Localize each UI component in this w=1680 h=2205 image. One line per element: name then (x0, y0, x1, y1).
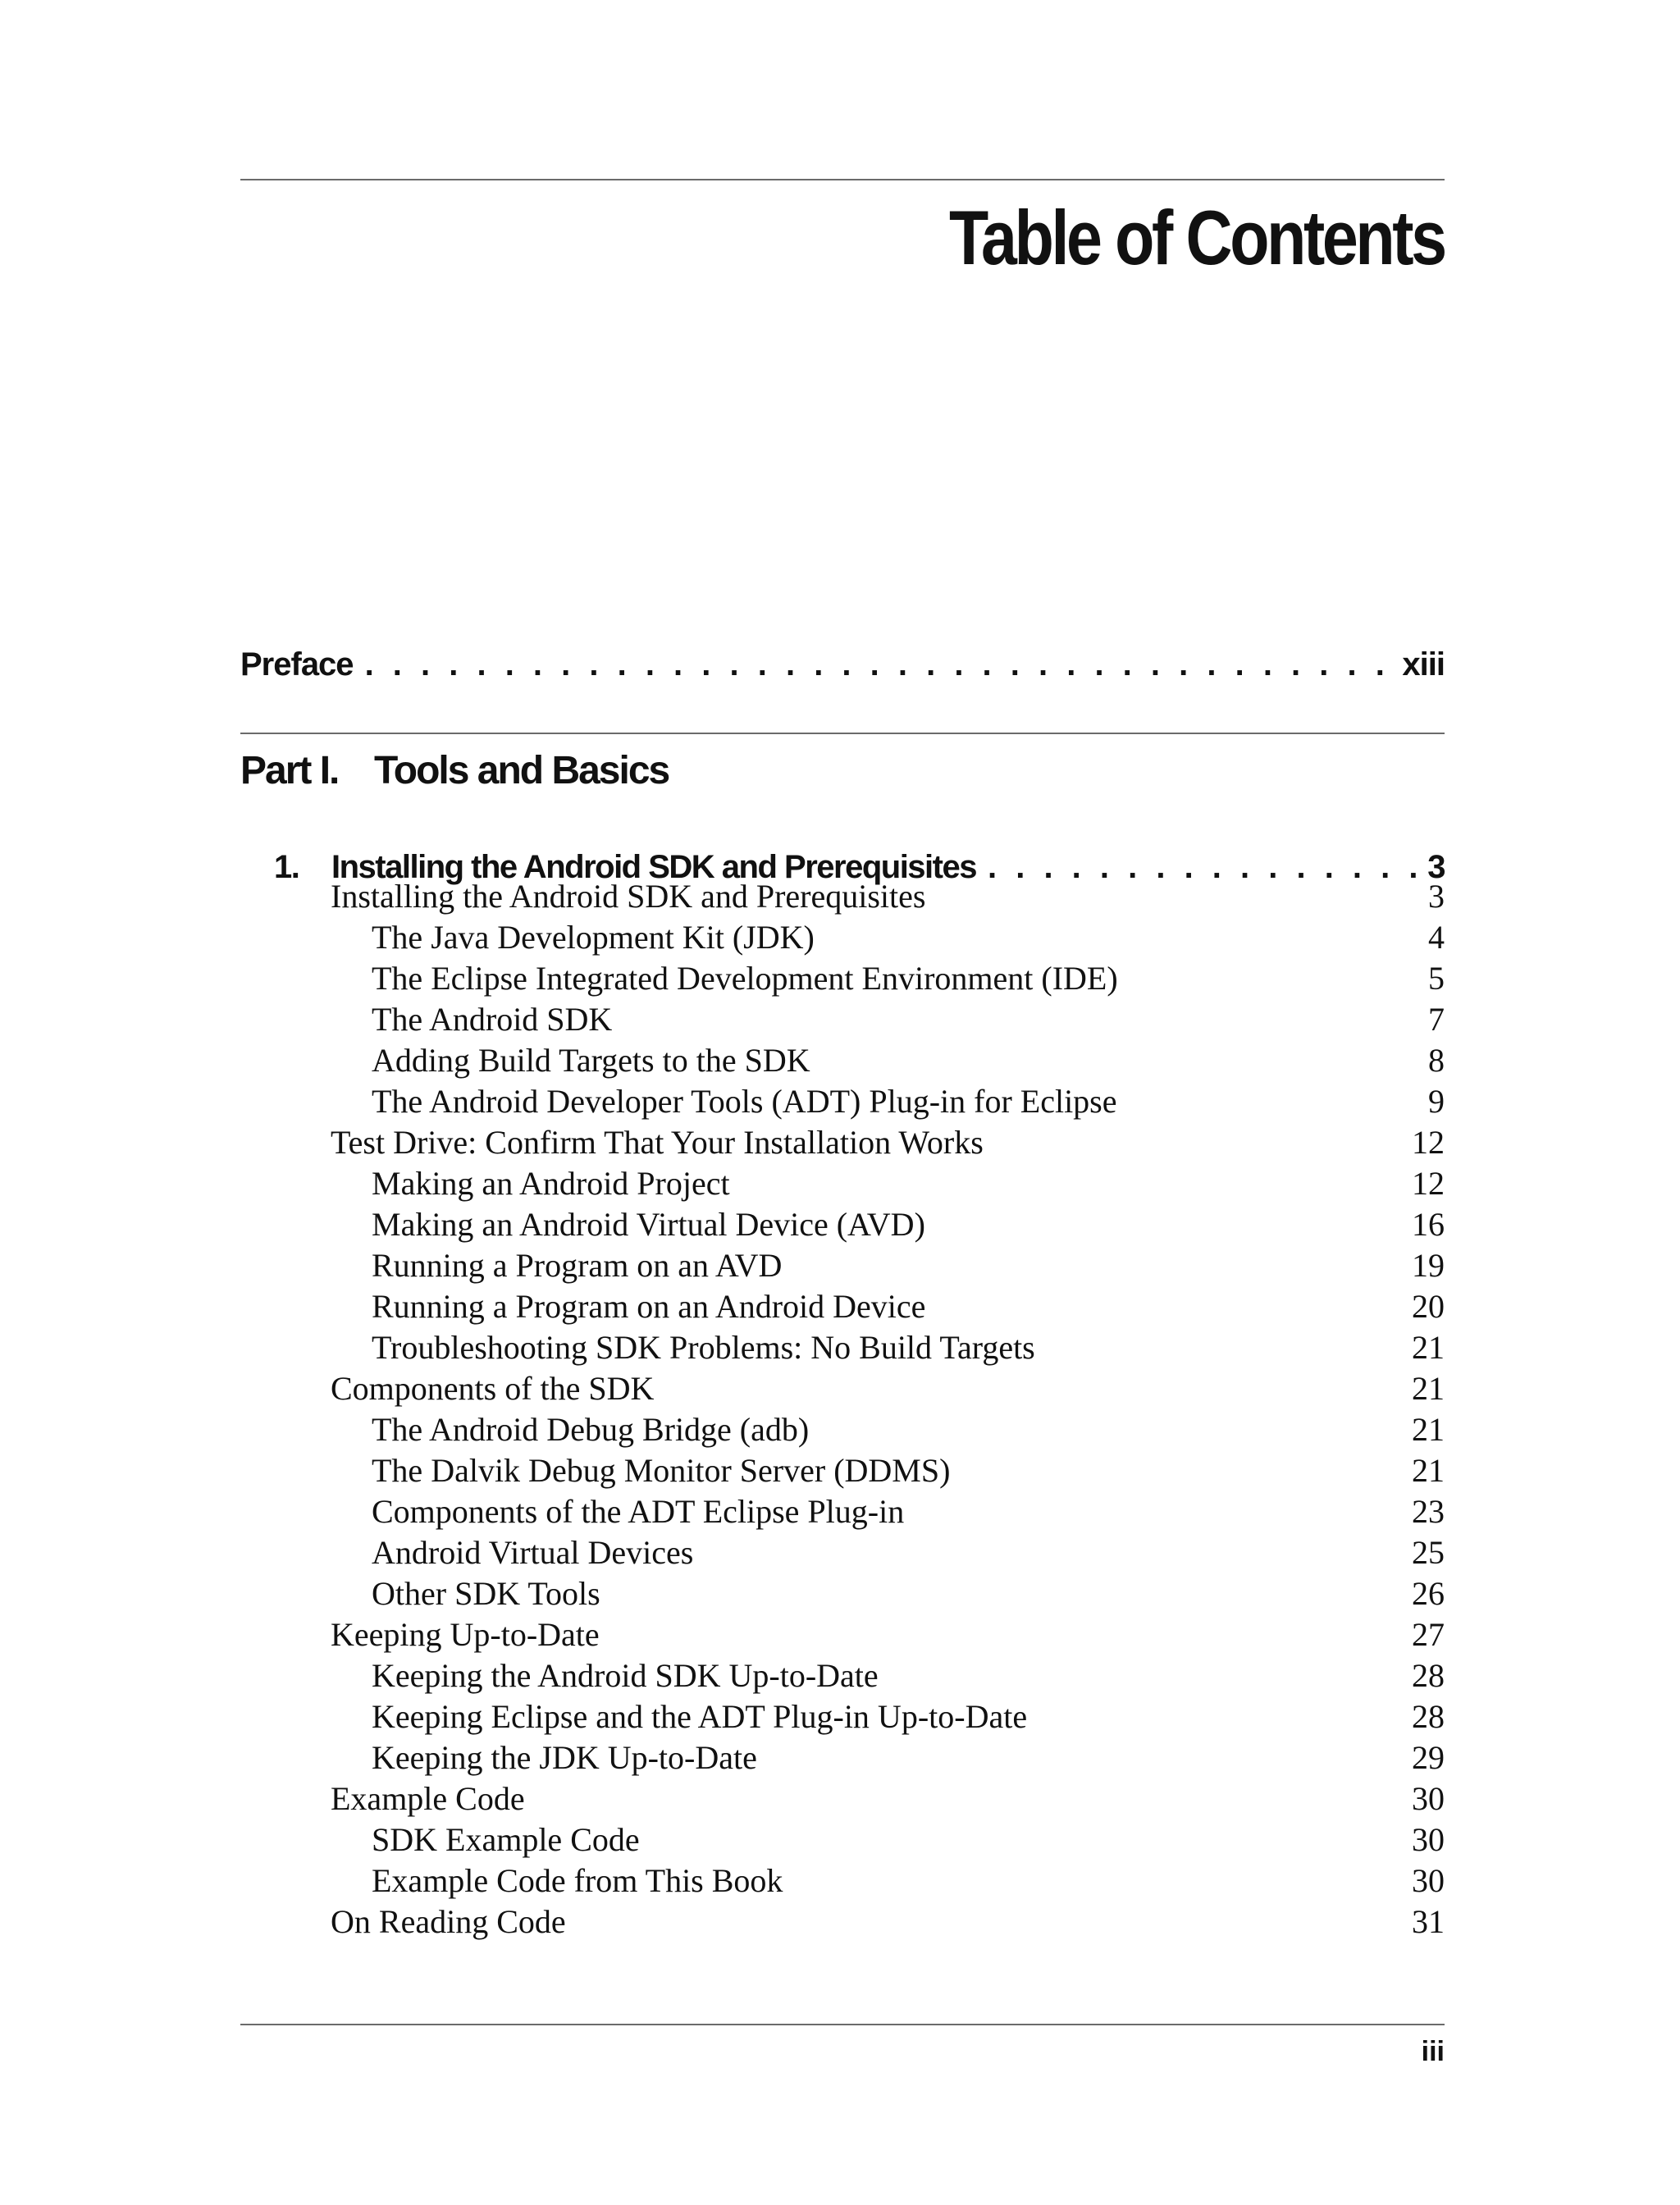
toc-entry[interactable] (331, 1532, 1445, 1573)
toc-entry-title: Running a Program on an Android Device (372, 1288, 926, 1325)
toc-entry-title: Components of the ADT Eclipse Plug-in (372, 1493, 905, 1530)
chapter-title: Installing the Android SDK and Prerequisites (331, 849, 976, 885)
toc-entry-page: 20 (1412, 1288, 1445, 1325)
toc-entry-page: 16 (1412, 1206, 1445, 1243)
toc-entry[interactable] (331, 876, 1445, 917)
toc-entry-title: Android Virtual Devices (372, 1534, 694, 1571)
toc-entry-title: Keeping Eclipse and the ADT Plug-in Up-to-Date (372, 1698, 1028, 1735)
toc-entry[interactable] (331, 1819, 1445, 1860)
toc-entry[interactable] (331, 917, 1445, 958)
toc-entry[interactable] (331, 1491, 1445, 1532)
top-rule (240, 179, 1445, 180)
toc-entry-title: Components of the SDK (331, 1370, 655, 1407)
page-folio: iii (1421, 2036, 1445, 2067)
toc-entry-page: 8 (1428, 1042, 1445, 1079)
toc-entry-page: 21 (1412, 1329, 1445, 1366)
toc-entry-title: Troubleshooting SDK Problems: No Build Targets (372, 1329, 1035, 1366)
toc-entry[interactable] (331, 1860, 1445, 1901)
toc-entry[interactable] (331, 1368, 1445, 1409)
part-heading (240, 748, 669, 793)
toc-entry-title: Making an Android Virtual Device (AVD) (372, 1206, 925, 1243)
toc-entry-title: Keeping the JDK Up-to-Date (372, 1739, 757, 1776)
toc-entry-title: SDK Example Code (372, 1821, 640, 1858)
toc-entry[interactable] (331, 1081, 1445, 1122)
toc-entry[interactable] (331, 1122, 1445, 1163)
toc-entry-page: 29 (1412, 1739, 1445, 1776)
toc-entry[interactable] (331, 1163, 1445, 1204)
preface-label: Preface (240, 646, 354, 682)
toc-entry[interactable] (331, 1204, 1445, 1245)
toc-entry-page: 4 (1428, 919, 1445, 956)
toc-entry-page: 9 (1428, 1083, 1445, 1120)
toc-entry-page: 26 (1412, 1575, 1445, 1612)
toc-entry-title: Example Code from This Book (372, 1862, 783, 1899)
part-rule (240, 733, 1445, 734)
toc-entry-title: Installing the Android SDK and Prerequisites (331, 878, 926, 915)
toc-entry-title: Adding Build Targets to the SDK (372, 1042, 810, 1079)
toc-entry-page: 30 (1412, 1821, 1445, 1858)
toc-entry-list (331, 876, 1445, 1942)
toc-entry-page: 12 (1412, 1165, 1445, 1202)
chapter-page: 3 (1427, 849, 1445, 885)
toc-entry[interactable] (331, 1040, 1445, 1081)
toc-entry-title: Other SDK Tools (372, 1575, 600, 1612)
toc-entry[interactable] (331, 999, 1445, 1040)
toc-entry-page: 21 (1412, 1411, 1445, 1448)
toc-entry-title: Keeping the Android SDK Up-to-Date (372, 1657, 879, 1694)
toc-entry[interactable] (331, 1778, 1445, 1819)
toc-entry-page: 21 (1412, 1370, 1445, 1407)
page-title: Table of Contents (949, 194, 1445, 281)
toc-entry-title: Test Drive: Confirm That Your Installation Works (331, 1124, 984, 1161)
toc-entry-title: On Reading Code (331, 1903, 566, 1940)
bottom-rule (240, 2024, 1445, 2025)
toc-entry[interactable] (331, 1901, 1445, 1942)
toc-entry-page: 19 (1412, 1247, 1445, 1284)
chapter-number: 1. (274, 849, 299, 885)
toc-entry-title: The Android SDK (372, 1001, 613, 1038)
toc-entry-page: 5 (1428, 960, 1445, 997)
toc-entry-title: Running a Program on an AVD (372, 1247, 783, 1284)
preface-page: xiii (1402, 646, 1445, 682)
toc-entry[interactable] (331, 1409, 1445, 1450)
part-number: Part I. (240, 749, 339, 792)
toc-entry-page: 7 (1428, 1001, 1445, 1038)
toc-entry[interactable] (331, 1573, 1445, 1614)
toc-entry-page: 31 (1412, 1903, 1445, 1940)
toc-entry-page: 25 (1412, 1534, 1445, 1571)
toc-entry[interactable] (331, 1737, 1445, 1778)
toc-entry[interactable] (331, 1655, 1445, 1696)
toc-entry-title: The Dalvik Debug Monitor Server (DDMS) (372, 1452, 951, 1489)
toc-preface-link[interactable] (240, 646, 1445, 683)
toc-entry[interactable] (331, 1286, 1445, 1327)
toc-entry[interactable] (331, 1245, 1445, 1286)
toc-entry-title: The Eclipse Integrated Development Environment (IDE) (372, 960, 1118, 997)
toc-entry-page: 30 (1412, 1780, 1445, 1817)
toc-entry-title: The Java Development Kit (JDK) (372, 919, 815, 956)
toc-entry-page: 28 (1412, 1657, 1445, 1694)
toc-entry[interactable] (331, 958, 1445, 999)
toc-entry[interactable] (331, 1614, 1445, 1655)
toc-entry-title: Example Code (331, 1780, 525, 1817)
toc-entry-page: 21 (1412, 1452, 1445, 1489)
toc-entry[interactable] (331, 1450, 1445, 1491)
toc-entry-page: 28 (1412, 1698, 1445, 1735)
toc-entry-page: 30 (1412, 1862, 1445, 1899)
toc-entry-page: 3 (1428, 878, 1445, 915)
toc-entry[interactable] (331, 1696, 1445, 1737)
toc-entry-title: The Android Debug Bridge (adb) (372, 1411, 810, 1448)
toc-entry[interactable] (331, 1327, 1445, 1368)
toc-entry-page: 12 (1412, 1124, 1445, 1161)
dot-leader (365, 646, 1391, 683)
toc-entry-page: 23 (1412, 1493, 1445, 1530)
toc-entry-title: The Android Developer Tools (ADT) Plug-in for Eclipse (372, 1083, 1117, 1120)
part-title: Tools and Basics (374, 749, 669, 792)
toc-entry-page: 27 (1412, 1616, 1445, 1653)
toc-entry-title: Keeping Up-to-Date (331, 1616, 600, 1653)
toc-entry-title: Making an Android Project (372, 1165, 730, 1202)
